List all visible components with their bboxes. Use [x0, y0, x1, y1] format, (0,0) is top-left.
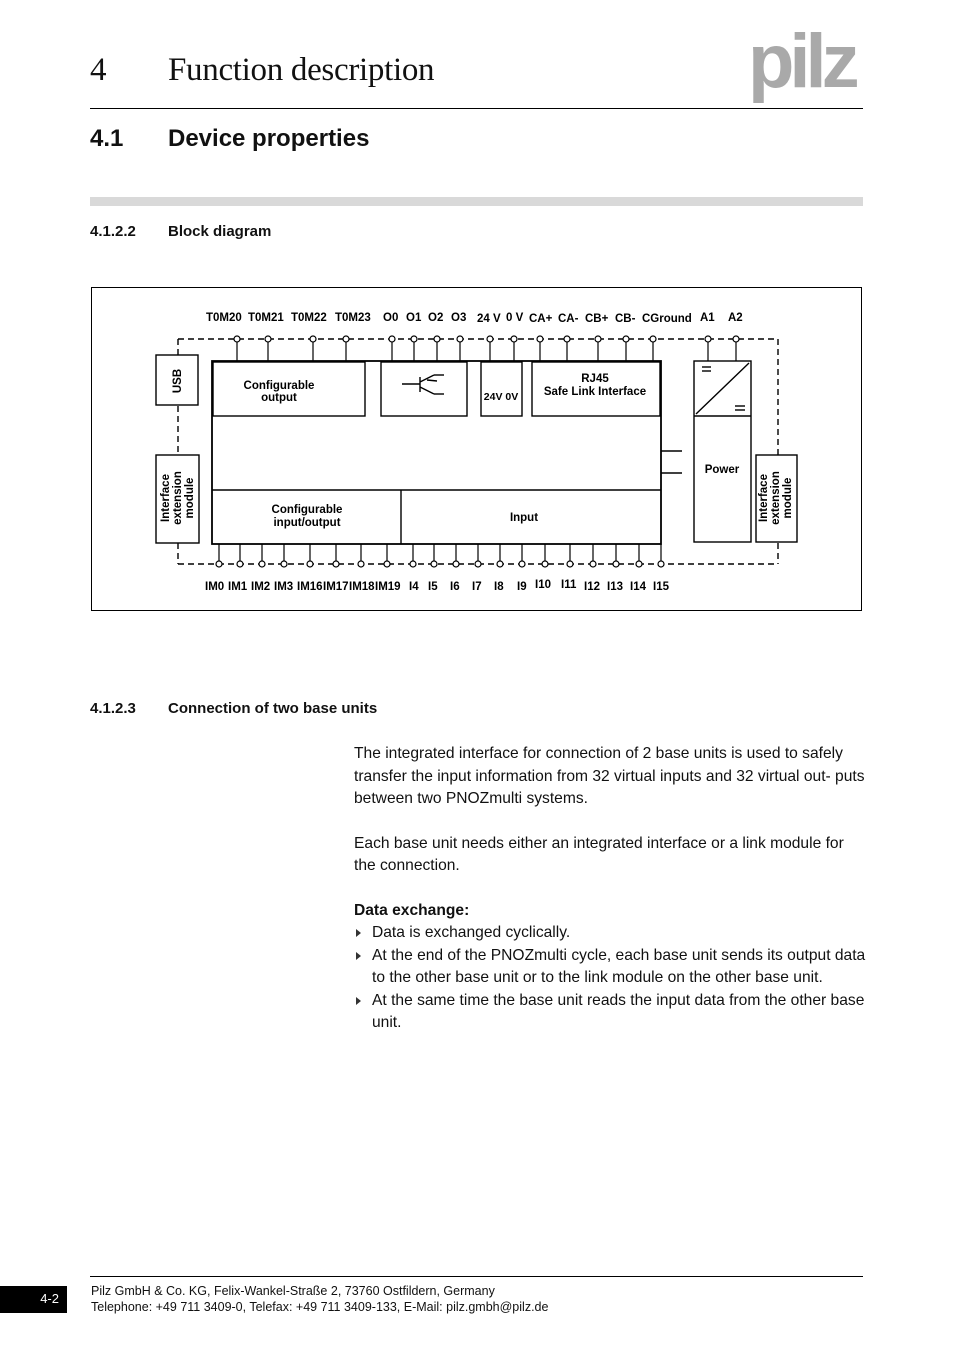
connection-number: 4.1.2.3 [90, 700, 136, 717]
list-item: At the end of the PNOZmulti cycle, each base unit sends its output data to the other base unit or to the link module on the other base unit. [354, 945, 866, 990]
terminal-label: O1 [406, 312, 422, 324]
terminal-label: I11 [561, 579, 577, 591]
block-diagram-number: 4.1.2.2 [90, 223, 136, 240]
terminal-label: CB+ [585, 313, 609, 325]
data-exchange-list [354, 922, 866, 1035]
terminal-label: I5 [428, 581, 438, 593]
footer-line: Telephone: +49 711 3409-0, Telefax: +49 711 3409-133, E-Mail: pilz.gmbh@pilz.de [91, 1300, 549, 1314]
bullet-arrow-icon [356, 952, 361, 960]
terminal-label: T0M21 [248, 312, 284, 324]
input-label: Input [509, 512, 539, 524]
connection-title: Connection of two base units [168, 700, 378, 717]
block-diagram-title: Block diagram [168, 223, 272, 240]
terminal-label: I6 [450, 581, 460, 593]
terminal-label: T0M20 [206, 312, 242, 324]
terminal-label: IM18 [349, 581, 375, 593]
terminal-label: CB- [615, 313, 636, 325]
pilz-logo: pilz [748, 19, 855, 104]
terminal-label: O2 [428, 312, 444, 324]
supply-box [481, 362, 522, 416]
terminal-label: 0 V [506, 312, 524, 324]
footer-address [91, 1283, 548, 1315]
paragraph: The integrated interface for connection of 2 base units is used to safely transfer the input information from 32 virtual inputs and 32 virtual out- puts between two PNOZmulti systems. [354, 745, 865, 807]
section-title: Device properties [168, 125, 370, 152]
paragraph: Each base unit needs either an integrated interface or a link module for the connection. [354, 834, 844, 874]
terminal-label: A2 [728, 312, 743, 324]
terminal-label: T0M22 [291, 312, 327, 324]
terminal-label: CGround [642, 313, 692, 325]
supply-label: 24V 0V [483, 391, 519, 403]
terminal-label: A1 [700, 312, 715, 324]
terminal-label: T0M23 [335, 312, 371, 324]
bullet-arrow-icon [356, 997, 361, 1005]
iface-left-label: module [184, 477, 196, 519]
config-io-label: Configurable [271, 504, 343, 516]
terminal-label: IM17 [323, 581, 349, 593]
footer-line: Pilz GmbH & Co. KG, Felix-Wankel-Straße 2, 73760 Ostfildern, Germany [91, 1284, 495, 1298]
terminal-label: I10 [535, 579, 551, 591]
iface-right-label: Interface [758, 474, 770, 522]
page-number: 4-2 [0, 1286, 67, 1313]
chapter-title: Function description [168, 52, 435, 88]
terminal-label: CA- [558, 313, 579, 325]
rj45-label: Safe Link Interface [543, 386, 647, 398]
terminal-label: I8 [494, 581, 504, 593]
terminal-label: I13 [607, 581, 623, 593]
chapter-number: 4 [90, 52, 107, 88]
terminal-label: O3 [451, 312, 467, 324]
terminal-label: I7 [472, 581, 482, 593]
terminal-label: I4 [409, 581, 419, 593]
terminal-label: I12 [584, 581, 600, 593]
terminal-label: I9 [517, 581, 527, 593]
top-terminals [234, 336, 739, 361]
terminal-label: 24 V [477, 313, 501, 325]
power-label: Power [704, 464, 740, 476]
list-item: Data is exchanged cyclically. [354, 922, 866, 945]
terminal-label: IM2 [251, 581, 271, 593]
config-io-label: input/output [273, 517, 341, 529]
terminal-label: IM3 [274, 581, 294, 593]
section-number: 4.1 [90, 125, 124, 152]
terminal-label: I14 [630, 581, 646, 593]
terminal-label: I15 [653, 581, 669, 593]
config-output-label: Configurable [243, 380, 315, 392]
connection-body [354, 743, 866, 1035]
iface-right-label: module [782, 477, 794, 519]
terminal-label: IM19 [375, 581, 401, 593]
iface-right-label: extension [770, 471, 782, 525]
terminal-label: CA+ [529, 313, 553, 325]
config-output-label: output [261, 392, 297, 404]
terminal-label: IM1 [228, 581, 248, 593]
list-item: At the same time the base unit reads the input data from the other base unit. [354, 990, 866, 1035]
footer-rule [90, 1276, 863, 1277]
usb-label: USB [172, 368, 184, 394]
bullet-arrow-icon [356, 929, 361, 937]
iface-left-label: Interface [160, 474, 172, 522]
terminal-label: O0 [383, 312, 399, 324]
data-exchange-heading: Data exchange: [354, 901, 470, 919]
rj45-label: RJ45 [581, 373, 609, 385]
terminal-label: IM16 [297, 581, 323, 593]
iface-left-label: extension [172, 471, 184, 525]
terminal-label: IM0 [205, 581, 225, 593]
